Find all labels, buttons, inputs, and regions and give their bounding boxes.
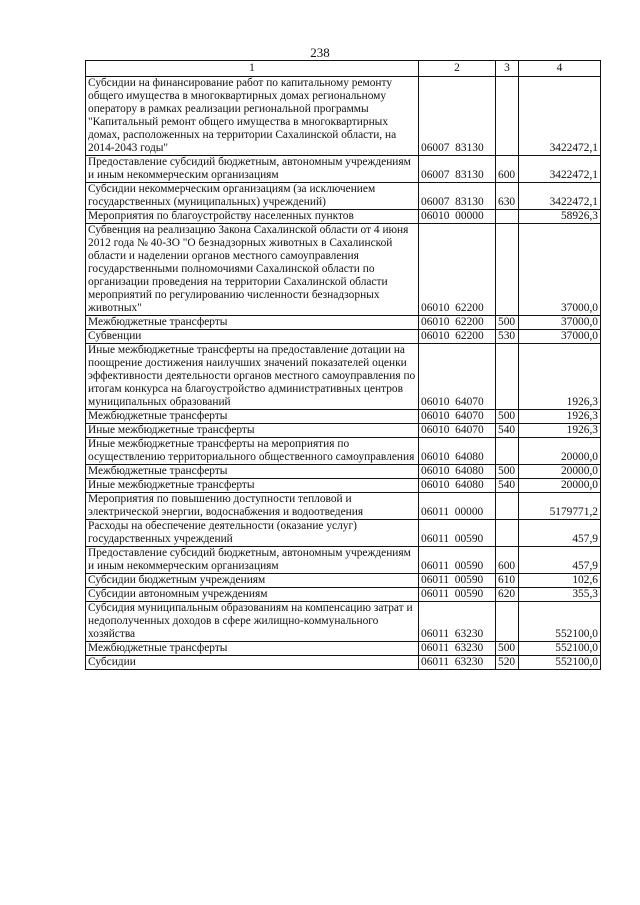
table-row xyxy=(86,588,601,602)
row-code-cell: 06010 64070 xyxy=(419,344,496,410)
row-name-cell: Межбюджетные трансферты xyxy=(86,410,419,424)
row-type-cell: 620 xyxy=(496,588,519,602)
table-row xyxy=(86,210,601,224)
row-type-cell: 500 xyxy=(496,642,519,656)
row-code-cell: 06010 62200 xyxy=(419,224,496,316)
row-name-cell: Иные межбюджетные трансферты на предоставление дотации на поощрение достижения наилучших значений показателей оценки эффективности деятельности органов местного самоуправления по итогам конкурса на благоустройство административных центров муниципальных образований xyxy=(86,344,419,410)
row-name-cell: Предоставление субсидий бюджетным, автономным учреждениям и иным некоммерческим организациям xyxy=(86,547,419,574)
column-header-name: 1 xyxy=(86,61,419,77)
table-row xyxy=(86,602,601,642)
row-amount-cell: 355,3 xyxy=(519,588,601,602)
row-name-cell: Иные межбюджетные трансферты на мероприятия по осуществлению территориального общественного самоуправления xyxy=(86,438,419,465)
row-amount-cell: 457,9 xyxy=(519,547,601,574)
row-type-cell: 530 xyxy=(496,330,519,344)
row-name-cell: Мероприятия по повышению доступности тепловой и электрической энергии, водоснабжения и водоотведения xyxy=(86,493,419,520)
header-row xyxy=(86,61,601,77)
row-amount-cell: 37000,0 xyxy=(519,316,601,330)
page-number: 238 xyxy=(310,45,330,60)
row-name-cell: Межбюджетные трансферты xyxy=(86,316,419,330)
table-row xyxy=(86,183,601,210)
table-row xyxy=(86,520,601,547)
table-row xyxy=(86,156,601,183)
row-type-cell: 540 xyxy=(496,479,519,493)
row-code-cell: 06011 63230 xyxy=(419,602,496,642)
row-name-cell: Субсидии бюджетным учреждениям xyxy=(86,574,419,588)
row-amount-cell: 102,6 xyxy=(519,574,601,588)
row-name-cell: Иные межбюджетные трансферты xyxy=(86,479,419,493)
row-name-cell: Межбюджетные трансферты xyxy=(86,465,419,479)
table-row xyxy=(86,574,601,588)
table-row xyxy=(86,465,601,479)
row-code-cell: 06010 64080 xyxy=(419,465,496,479)
row-name-cell: Субсидии некоммерческим организациям (за исключением государственных (муниципальных) учреждений) xyxy=(86,183,419,210)
row-amount-cell: 37000,0 xyxy=(519,224,601,316)
row-amount-cell: 20000,0 xyxy=(519,479,601,493)
row-name-cell: Иные межбюджетные трансферты xyxy=(86,424,419,438)
column-header-type: 3 xyxy=(496,61,519,77)
row-amount-cell: 20000,0 xyxy=(519,438,601,465)
row-code-cell: 06010 64070 xyxy=(419,424,496,438)
row-amount-cell: 1926,3 xyxy=(519,344,601,410)
row-name-cell: Субсидии на финансирование работ по капитальному ремонту общего имущества в многоквартирных домах региональному оператору в рамках реализации региональной программы "Капитальный ремонт общего имущества в многоквартирных домах, расположенных на территории Сахалинской области, на 2014-2043 годы" xyxy=(86,77,419,156)
row-amount-cell: 3422472,1 xyxy=(519,183,601,210)
row-type-cell: 610 xyxy=(496,574,519,588)
table-row xyxy=(86,547,601,574)
column-header-amount: 4 xyxy=(519,61,601,77)
table-row xyxy=(86,493,601,520)
row-name-cell: Межбюджетные трансферты xyxy=(86,642,419,656)
row-code-cell: 06011 00000 xyxy=(419,493,496,520)
row-name-cell: Субвенция на реализацию Закона Сахалинской области от 4 июня 2012 года № 40-ЗО "О безнадзорных животных в Сахалинской области и наделении органов местного самоуправления государственными полномочиями Сахалинской области по организации проведения на территории Сахалинской области мероприятий по регулированию численности безнадзорных животных" xyxy=(86,224,419,316)
row-amount-cell: 552100,0 xyxy=(519,656,601,670)
row-code-cell: 06011 00590 xyxy=(419,588,496,602)
table-row xyxy=(86,316,601,330)
table-row xyxy=(86,479,601,493)
row-type-cell xyxy=(496,224,519,316)
row-type-cell: 540 xyxy=(496,424,519,438)
row-code-cell: 06011 00590 xyxy=(419,547,496,574)
row-type-cell xyxy=(496,438,519,465)
row-code-cell: 06007 83130 xyxy=(419,156,496,183)
row-type-cell: 500 xyxy=(496,410,519,424)
row-amount-cell: 457,9 xyxy=(519,520,601,547)
row-code-cell: 06010 64080 xyxy=(419,479,496,493)
table-row xyxy=(86,656,601,670)
row-code-cell: 06011 00590 xyxy=(419,574,496,588)
table-row xyxy=(86,642,601,656)
row-type-cell: 500 xyxy=(496,316,519,330)
table-row xyxy=(86,344,601,410)
row-type-cell: 600 xyxy=(496,156,519,183)
row-name-cell: Субвенции xyxy=(86,330,419,344)
row-name-cell: Субсидии xyxy=(86,656,419,670)
column-header-code: 2 xyxy=(419,61,496,77)
row-name-cell: Субсидия муниципальным образованиям на компенсацию затрат и недополученных доходов в сфере жилищно-коммунального хозяйства xyxy=(86,602,419,642)
row-code-cell: 06010 64080 xyxy=(419,438,496,465)
row-type-cell: 600 xyxy=(496,547,519,574)
row-amount-cell: 37000,0 xyxy=(519,330,601,344)
row-type-cell xyxy=(496,602,519,642)
row-code-cell: 06011 00590 xyxy=(419,520,496,547)
row-amount-cell: 5179771,2 xyxy=(519,493,601,520)
row-amount-cell: 1926,3 xyxy=(519,410,601,424)
table-row xyxy=(86,77,601,156)
row-amount-cell: 3422472,1 xyxy=(519,156,601,183)
row-type-cell xyxy=(496,493,519,520)
row-amount-cell: 58926,3 xyxy=(519,210,601,224)
row-amount-cell: 552100,0 xyxy=(519,602,601,642)
row-type-cell xyxy=(496,344,519,410)
row-type-cell xyxy=(496,210,519,224)
row-code-cell: 06010 64070 xyxy=(419,410,496,424)
row-code-cell: 06011 63230 xyxy=(419,656,496,670)
budget-table xyxy=(85,60,601,670)
row-amount-cell: 1926,3 xyxy=(519,424,601,438)
row-code-cell: 06007 83130 xyxy=(419,77,496,156)
table-row xyxy=(86,410,601,424)
row-type-cell: 500 xyxy=(496,465,519,479)
row-amount-cell: 552100,0 xyxy=(519,642,601,656)
row-code-cell: 06011 63230 xyxy=(419,642,496,656)
table-row xyxy=(86,224,601,316)
row-amount-cell: 20000,0 xyxy=(519,465,601,479)
row-type-cell: 520 xyxy=(496,656,519,670)
table-row xyxy=(86,424,601,438)
row-type-cell xyxy=(496,520,519,547)
row-code-cell: 06010 62200 xyxy=(419,316,496,330)
row-code-cell: 06010 62200 xyxy=(419,330,496,344)
table-row xyxy=(86,330,601,344)
row-name-cell: Предоставление субсидий бюджетным, автономным учреждениям и иным некоммерческим организациям xyxy=(86,156,419,183)
row-code-cell: 06007 83130 xyxy=(419,183,496,210)
row-name-cell: Расходы на обеспечение деятельности (оказание услуг) государственных учреждений xyxy=(86,520,419,547)
row-amount-cell: 3422472,1 xyxy=(519,77,601,156)
row-type-cell xyxy=(496,77,519,156)
row-type-cell: 630 xyxy=(496,183,519,210)
table-body xyxy=(86,77,601,670)
table-row xyxy=(86,438,601,465)
row-name-cell: Мероприятия по благоустройству населенных пунктов xyxy=(86,210,419,224)
row-code-cell: 06010 00000 xyxy=(419,210,496,224)
row-name-cell: Субсидии автономным учреждениям xyxy=(86,588,419,602)
